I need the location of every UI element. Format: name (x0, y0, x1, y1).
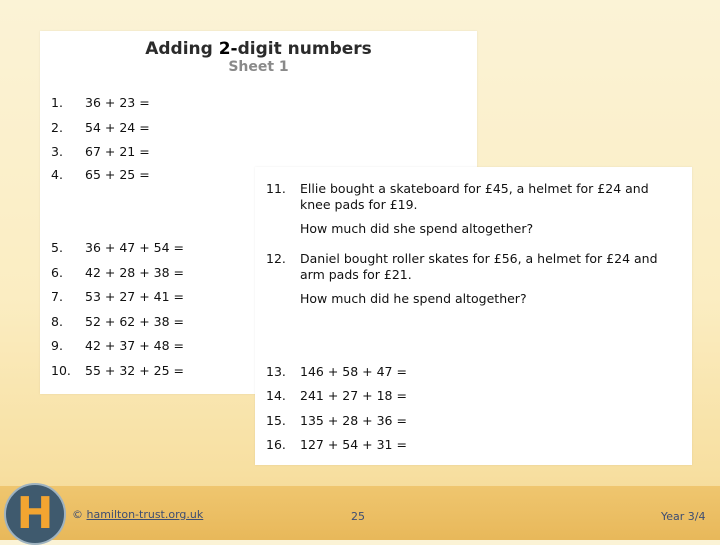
sheet-subtitle: Sheet 1 (228, 59, 289, 75)
sheet-title: Adding 2-digit numbers (145, 39, 372, 59)
worksheet-page-bottom: 11. Ellie bought a skateboard for £45, a helmet for £24 and knee pads for £19. How much did she spend altogether? 12. Daniel bought roller skates for £56, a helmet for £24 and arm pads for £21. How much did he spend altogether? 13. 146 + 58 + 47 = 14. 241 + 27 + 18 = 15. 135 + 28 + 36 = 16. 127 + 54 + 31 = (255, 167, 692, 465)
copyright-link[interactable]: hamilton-trust.org.uk (86, 508, 204, 521)
page-number: 25 (351, 510, 365, 523)
worksheet-page-top: Adding 2-digit numbers Sheet 1 1. 36 + 23 = 2. 54 + 24 = 3. 67 + 21 = 4. 65 + 25 = 5. 36 + 47 + 54 = 6. 42 + 28 + 38 = 7. 53 + 27 + 41 = 8. 52 + 62 + 38 = 9. 42 + 37 + 48 = 10. 55 + 32 + 25 = (40, 31, 477, 394)
copyright-line: © hamilton-trust.org.uk (72, 508, 204, 521)
year-label: Year 3/4 (661, 510, 706, 523)
hamilton-logo-icon: H (4, 483, 66, 545)
